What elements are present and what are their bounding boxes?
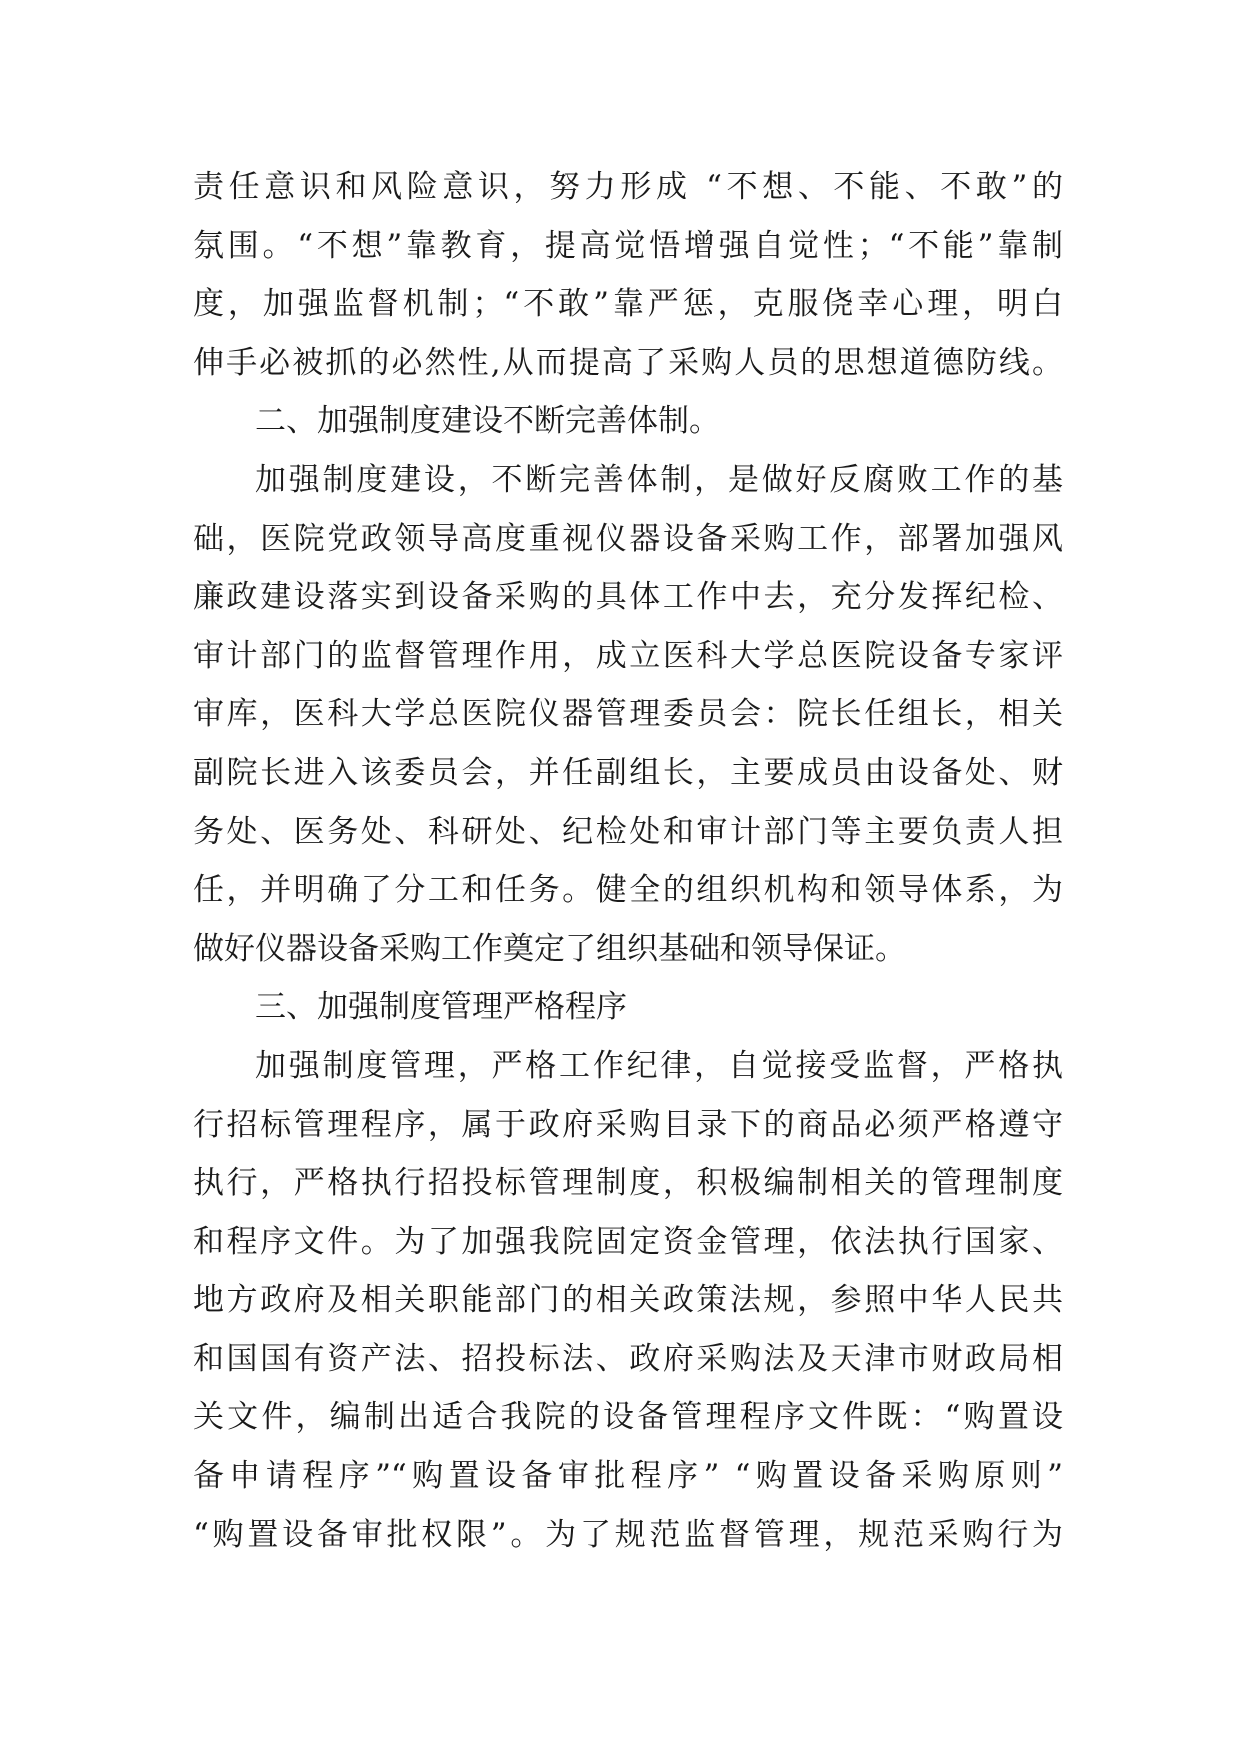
text-line: 审计部门的监督管理作用，成立医科大学总医院设备专家评: [193, 637, 1063, 674]
text-line: 务处、医务处、科研处、纪检处和审计部门等主要负责人担: [193, 813, 1063, 850]
text-line: 伸手必被抓的必然性,从而提高了采购人员的思想道德防线。: [193, 344, 1063, 381]
text-line: 关文件，编制出适合我院的设备管理程序文件既：“购置设: [193, 1399, 1063, 1436]
text-line: 地方政府及相关职能部门的相关政策法规，参照中华人民共: [193, 1282, 1063, 1319]
section-heading: 二、加强制度建设不断完善体制。: [255, 403, 720, 440]
text-line: 执行，严格执行招投标管理制度，积极编制相关的管理制度: [193, 1165, 1063, 1202]
text-line: 和国国有资产法、招投标法、政府采购法及天津市财政局相: [193, 1340, 1063, 1377]
text-line: 备申请程序”“购置设备审批程序” “购置设备采购原则”: [193, 1458, 1063, 1495]
text-line: 任，并明确了分工和任务。健全的组织机构和领导体系，为: [193, 872, 1063, 909]
document-body: [193, 158, 1063, 1564]
text-line: 审库，医科大学总医院仪器管理委员会：院长任组长，相关: [193, 696, 1063, 733]
text-line: 加强制度建设，不断完善体制，是做好反腐败工作的基: [255, 461, 1063, 498]
text-line: 副院长进入该委员会，并任副组长，主要成员由设备处、财: [193, 754, 1063, 791]
text-line: 度，加强监督机制；“不敢”靠严惩，克服侥幸心理，明白: [193, 286, 1063, 323]
text-line: 加强制度管理，严格工作纪律，自觉接受监督，严格执: [255, 1047, 1063, 1084]
text-line: 做好仪器设备采购工作奠定了组织基础和领导保证。: [193, 930, 906, 967]
text-line: 廉政建设落实到设备采购的具体工作中去，充分发挥纪检、: [193, 579, 1063, 616]
text-line: 础，医院党政领导高度重视仪器设备采购工作，部署加强风: [193, 520, 1063, 557]
text-line: “购置设备审批权限”。为了规范监督管理，规范采购行为: [193, 1516, 1063, 1553]
text-line: 责任意识和风险意识，努力形成 “不想、不能、不敢”的: [193, 169, 1063, 205]
section-heading: 三、加强制度管理严格程序: [255, 989, 627, 1026]
text-line: 和程序文件。为了加强我院固定资金管理，依法执行国家、: [193, 1223, 1063, 1260]
text-line: 行招标管理程序，属于政府采购目录下的商品必须严格遵守: [193, 1106, 1063, 1143]
text-line: 氛围。“不想”靠教育，提高觉悟增强自觉性；“不能”靠制: [193, 227, 1063, 264]
